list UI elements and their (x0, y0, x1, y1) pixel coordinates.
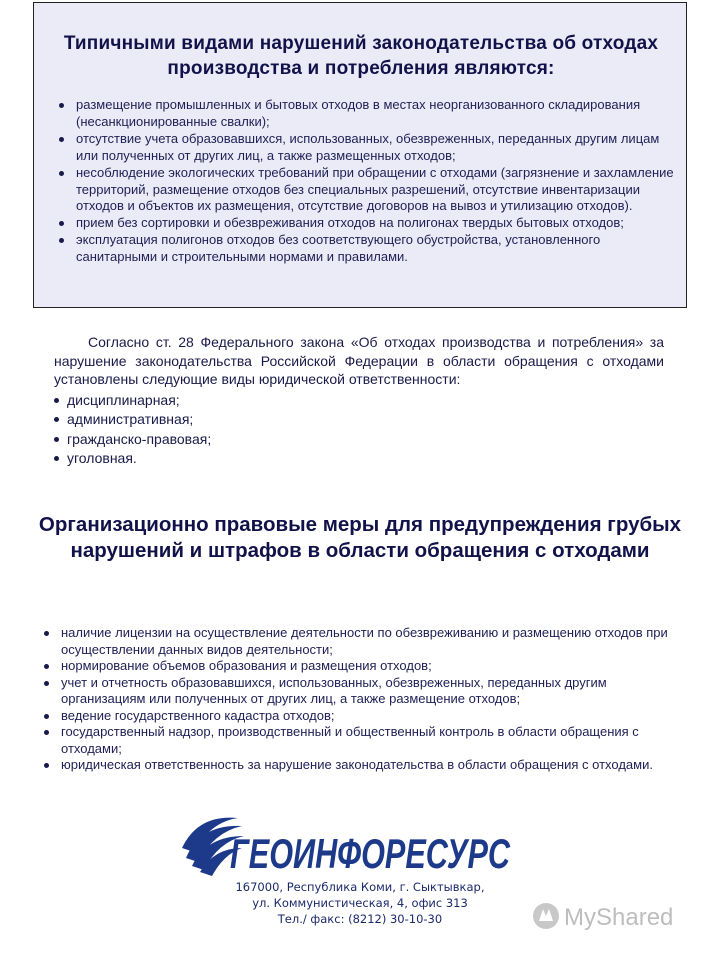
list-item: прием без сортировки и обезвреживания отходов на полигонах твердых бытовых отходов; (48, 215, 674, 232)
contact-block (200, 879, 520, 927)
liability-section (54, 333, 664, 469)
measures-title: Организационно правовые меры для предупреждения грубых нарушений и штрафов в области обращения с отходами (38, 513, 682, 562)
list-item: отсутствие учета образовавшихся, использованных, обезвреженных, переданных другим лицам или полученных от других лиц, а также размещенных отходов; (48, 131, 674, 165)
address-line: 167000, Республика Коми, г. Сыктывкар, (235, 880, 485, 894)
address-line: ул. Коммунистическая, 4, офис 313 (252, 896, 468, 910)
violations-title: Типичными видами нарушений законодательства об отходах производства и потребления являются: (63, 33, 659, 79)
liability-list (54, 391, 664, 469)
violations-list (48, 97, 674, 266)
list-item: нормирование объемов образования и размещения отходов; (33, 658, 693, 675)
list-item: наличие лицензии на осуществление деятельности по обезвреживанию и размещению отходов при осуществлении данных видов деятельности; (33, 625, 693, 658)
list-item: гражданско-правовая; (54, 430, 664, 450)
list-item: административная; (54, 410, 664, 430)
list-item: юридическая ответственность за нарушение законодательства в области обращения с отходами. (33, 757, 693, 774)
watermark-text: MyShared (564, 904, 674, 931)
measures-list (33, 625, 693, 774)
list-item: эксплуатация полигонов отходов без соответствующего обустройства, установленного санитарными и строительными нормами и правилами. (48, 232, 674, 266)
list-item: уголовная. (54, 449, 664, 469)
list-item: ведение государственного кадастра отходов; (33, 708, 693, 725)
phone-line: Тел./ факс: (8212) 30-10-30 (277, 912, 443, 926)
list-item: учет и отчетность образовавшихся, использованных, обезвреженных, переданных другим организациям или полученных от других лиц, а также размещение отходов; (33, 675, 693, 708)
logo-wordmark: ГЕОИНФОРЕСУРС (230, 830, 511, 877)
liability-paragraph: Согласно ст. 28 Федерального закона «Об отходах производства и потребления» за нарушение законодательства Российской Федерации в области обращения с отходами установлены следующие виды юридической ответственности: (54, 334, 664, 387)
violations-box (33, 2, 687, 308)
myshared-logo-icon (533, 903, 559, 929)
list-item: размещение промышленных и бытовых отходов в местах неорганизованного складирования (несанкционированные свалки); (48, 97, 674, 131)
watermark (528, 896, 688, 936)
list-item: дисциплинарная; (54, 391, 664, 411)
list-item: несоблюдение экологических требований при обращении с отходами (загрязнение и захламление территорий, размещение отходов без специальных разрешений, отсутствие инвентаризации отходов и объектов их размещения, отсутствие договоров на вывоз и утилизацию отходов). (48, 165, 674, 216)
company-logo (180, 808, 520, 880)
list-item: государственный надзор, производственный и общественный контроль в области обращения с отходами; (33, 724, 693, 757)
